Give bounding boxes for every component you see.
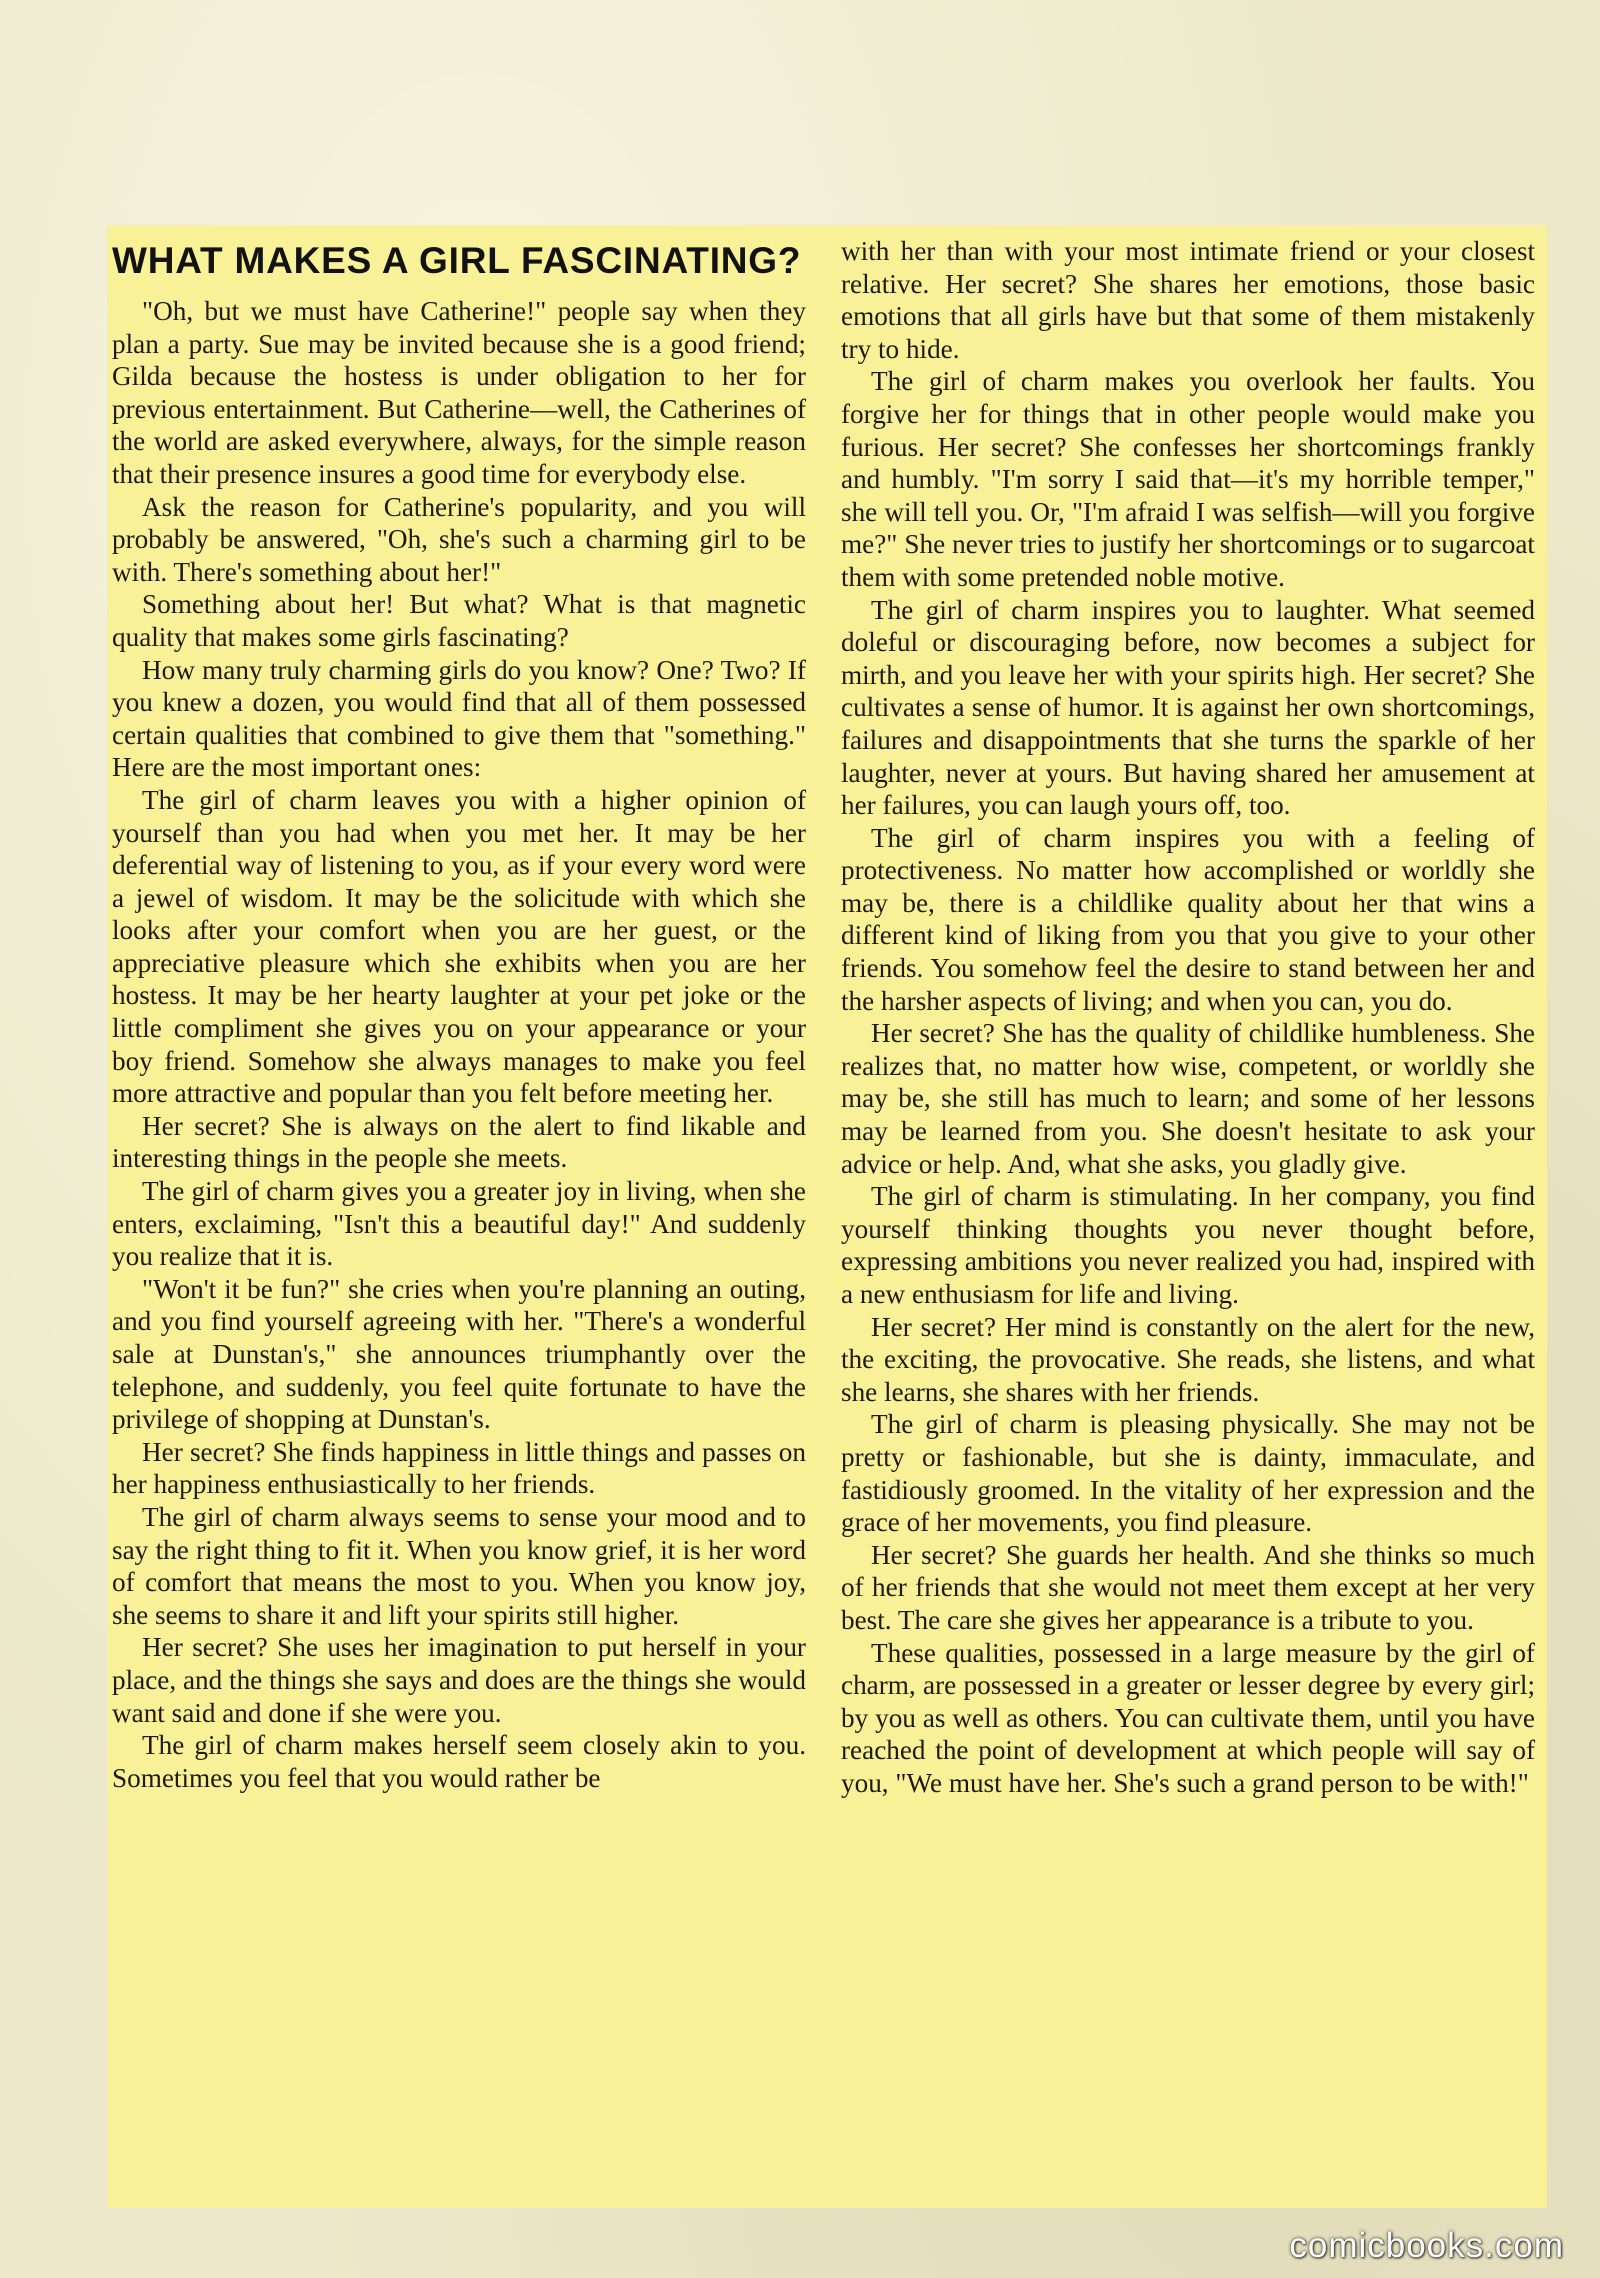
- paragraph: These qualities, possessed in a large measure by the girl of charm, are possessed in a greater or lesser degree by every girl; by you as well as others. You can cultivate them, until you have reached the point of development at which people will say of you, "We must have her. She's such a grand person to be with!": [841, 1637, 1535, 1798]
- paragraph: The girl of charm is stimulating. In her company, you find yourself thinking thoughts you never thought before, expressing ambitions you never realized you had, inspired with a new enthusiasm for life and living.: [841, 1181, 1535, 1309]
- site-watermark: comicbooks.com: [1289, 2226, 1564, 2265]
- paragraph: The girl of charm inspires you with a feeling of protectiveness. No matter how accomplished or worldly she may be, there is a childlike quality about her that wins a different kind of liking from you that you give to your other friends. You somehow feel the desire to stand between her and the harsher aspects of living; and when you can, you do.: [841, 822, 1535, 1016]
- paragraph: The girl of charm gives you a greater joy in living, when she enters, exclaiming, "Isn't this a beautiful day!" And suddenly you realize that it is.: [112, 1176, 806, 1272]
- left-column: [112, 237, 806, 1794]
- paragraph: Ask the reason for Catherine's popularity, and you will probably be answered, "Oh, she's such a charming girl to be with. There's something about her!": [112, 491, 806, 587]
- paragraph: The girl of charm makes you overlook her faults. You forgive her for things that in other people would make you furious. Her secret? She confesses her shortcomings frankly and humbly. "I'm sorry I said that—it's my horrible temper," she will tell you. Or, "I'm afraid I was selfish—will you forgive me?" She never tries to justify her shortcomings or to sugarcoat them with some pretended noble motive.: [841, 366, 1535, 592]
- paragraph: The girl of charm makes herself seem closely akin to you. Sometimes you feel that you would rather be: [112, 1730, 806, 1793]
- paragraph: How many truly charming girls do you know? One? Two? If you knew a dozen, you would find that all of them possessed certain qualities that combined to give them that "something." Here are the most important ones:: [112, 654, 806, 783]
- paragraph: Her secret? She uses her imagination to put herself in your place, and the things she says and does are the things she would want said and done if she were you.: [112, 1632, 806, 1728]
- paragraph: Her secret? She has the quality of childlike humbleness. She realizes that, no matter how wise, competent, or worldly she may be, she still has much to learn; and some of her lessons may be learned from you. She doesn't hesitate to ask your advice or help. And, what she asks, you gladly give.: [841, 1018, 1535, 1179]
- paragraph: Something about her! But what? What is that magnetic quality that makes some girls fascinating?: [112, 589, 806, 652]
- paragraph: The girl of charm is pleasing physically. She may not be pretty or fashionable, but she is dainty, immaculate, and fastidiously groomed. In the vitality of her expression and the grace of her movements, you find pleasure.: [841, 1409, 1535, 1538]
- paragraph: The girl of charm always seems to sense your mood and to say the right thing to fit it. When you know grief, it is her word of comfort that means the most to you. When you know joy, she seems to share it and lift your spirits still higher.: [112, 1501, 806, 1630]
- paragraph: "Won't it be fun?" she cries when you're planning an outing, and you find yourself agreeing with her. "There's a wonderful sale at Dunstan's," she announces triumphantly over the telephone, and suddenly, you feel quite fortunate to have the privilege of shopping at Dunstan's.: [112, 1273, 806, 1435]
- paragraph: Her secret? She guards her health. And she thinks so much of her friends that she would not meet them except at her very best. The care she gives her appearance is a tribute to you.: [841, 1539, 1535, 1635]
- right-column: [841, 235, 1535, 1800]
- article-panel: [107, 225, 1547, 2208]
- paragraph: "Oh, but we must have Catherine!" people say when they plan a party. Sue may be invited because she is a good friend; Gilda because the hostess is under obligation to her for previous entertainment. But Catherine—well, the Catherines of the world are asked everywhere, always, for the simple reason that their presence insures a good time for everybody else.: [112, 296, 806, 489]
- paragraph: Her secret? Her mind is constantly on the alert for the new, the exciting, the provocative. She reads, she listens, and what she learns, she shares with her friends.: [841, 1311, 1535, 1407]
- article-title: WHAT MAKES A GIRL FASCINATING?: [112, 240, 802, 281]
- paragraph: with her than with your most intimate friend or your closest relative. Her secret? She shares her emotions, those basic emotions that all girls have but that some of them mistakenly try to hide.: [841, 236, 1535, 364]
- paragraph: Her secret? She finds happiness in little things and passes on her happiness enthusiastically to her friends.: [112, 1436, 806, 1500]
- paragraph: The girl of charm inspires you to laughter. What seemed doleful or discouraging before, now becomes a subject for mirth, and you leave her with your spirits high. Her secret? She cultivates a sense of humor. It is against her own shortcomings, failures and disappointments that she turns the sparkle of her laughter, never at yours. But having shared her amusement at her failures, you can laugh yours off, too.: [841, 594, 1535, 821]
- paragraph: The girl of charm leaves you with a higher opinion of yourself than you had when you met her. It may be her deferential way of listening to you, as if your every word were a jewel of wisdom. It may be the solicitude with which she looks after your comfort when you are her guest, or the appreciative pleasure which she exhibits when you are her hostess. It may be her hearty laughter at your pet joke or the little compliment she gives you on your appearance or your boy friend. Somehow she always manages to make you feel more attractive and popular than you felt before meeting her.: [112, 784, 806, 1109]
- paragraph: Her secret? She is always on the alert to find likable and interesting things in the people she meets.: [112, 1110, 806, 1174]
